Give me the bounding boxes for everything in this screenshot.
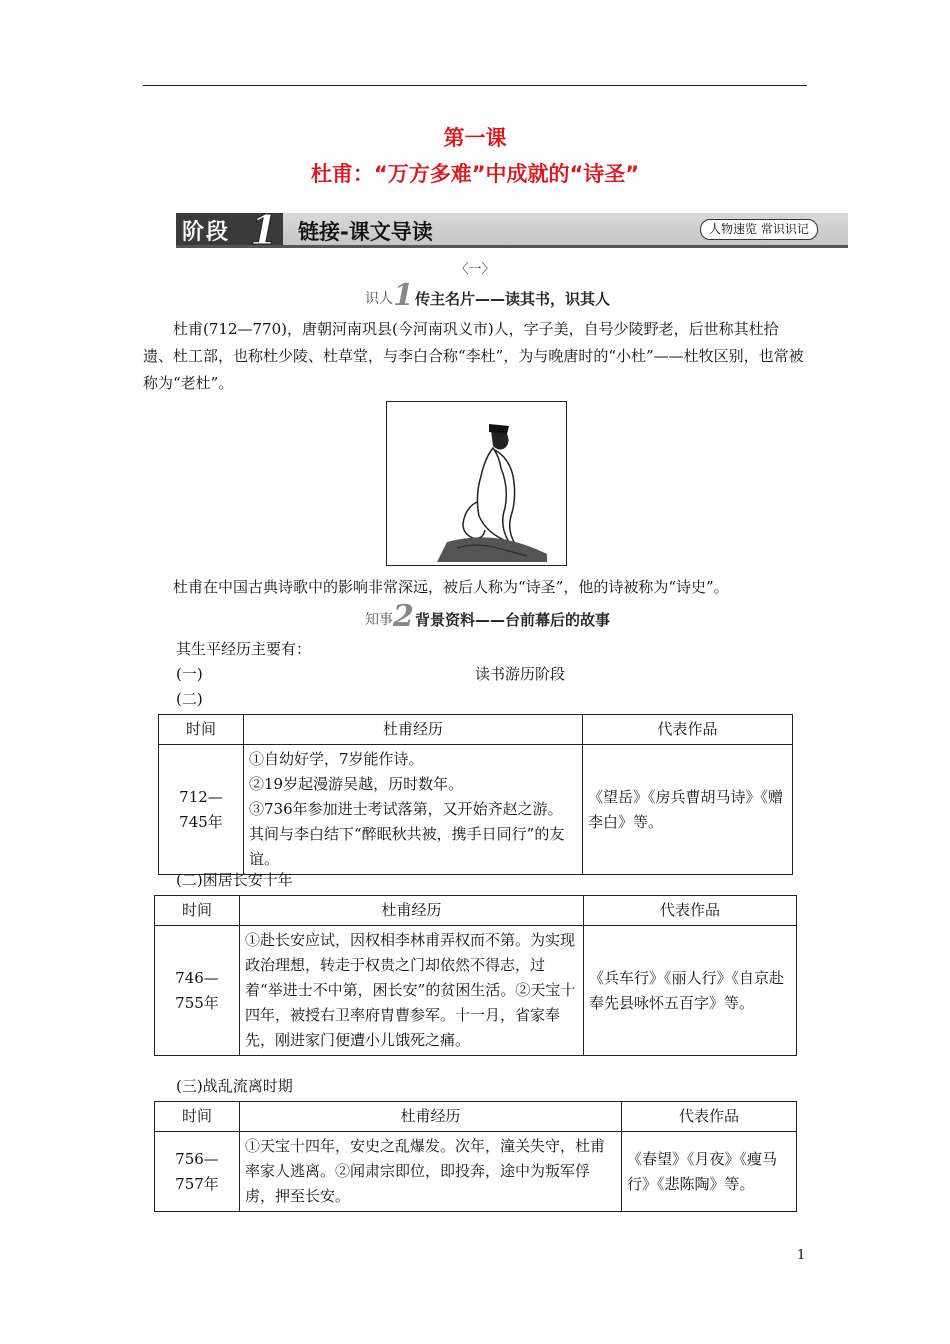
phase-marker: (二) xyxy=(176,690,203,708)
experience-table-1 xyxy=(158,714,793,875)
table-row xyxy=(155,926,797,1056)
table-header-row xyxy=(155,1102,797,1132)
header-time: 时间 xyxy=(155,1102,240,1132)
time-cell: 712— 745年 xyxy=(159,745,244,875)
table-header-row xyxy=(155,896,797,926)
intro-paragraph: 杜甫(712—770)，唐朝河南巩县(今河南巩义市)人，字子美，自号少陵野老，后世称其杜拾遗、杜工部，也称杜少陵、杜草堂，与李白合称“李杜”，为与晚唐时的“小杜”——杜牧区别，也常被称为“老杜”。 xyxy=(143,320,804,392)
experience-table-3 xyxy=(154,1101,797,1212)
experience-table-2 xyxy=(154,895,797,1056)
section-tag: 识人 xyxy=(365,291,393,307)
experience-cell: ①赴长安应试，因权相李林甫弄权而不第。为实现政治理想，转走于权贵之门却依然不得志，过着“举进士不中第，困长安”的贫困生活。②天宝十四年，被授右卫率府胄曹参军。十一月，省家奉先，刚进家门便遭小儿饿死之痛。 xyxy=(240,926,584,1056)
table-row xyxy=(159,745,793,875)
time-cell: 756— 757年 xyxy=(155,1132,240,1212)
header-experience: 杜甫经历 xyxy=(244,715,583,745)
banner-tag: 人物速览 常识识记 xyxy=(700,219,818,240)
stage-banner xyxy=(176,207,848,254)
section-number: 2 xyxy=(393,599,414,634)
header-experience: 杜甫经历 xyxy=(240,896,584,926)
experience-item: ②19岁起漫游吴越，历时数年。 xyxy=(249,775,464,793)
experience-item: ①自幼好学，7岁能作诗。 xyxy=(249,750,424,768)
lesson-title: 第一课 xyxy=(443,126,507,150)
life-intro: 其生平经历主要有： xyxy=(176,640,312,658)
lesson-subtitle: 杜甫：“万方多难”中成就的“诗圣” xyxy=(310,162,640,186)
page-number: 1 xyxy=(797,1248,806,1263)
works-cell: 《望岳》《房兵曹胡马诗》《赠李白》等。 xyxy=(583,745,793,875)
experience-cell xyxy=(244,745,583,875)
time-cell: 746— 755年 xyxy=(155,926,240,1056)
du-fu-portrait xyxy=(386,401,567,566)
phase-title: (三)战乱流离时期 xyxy=(176,1077,293,1095)
section-heading-1 xyxy=(365,278,625,313)
header-works: 代表作品 xyxy=(583,715,793,745)
header-experience: 杜甫经历 xyxy=(240,1102,622,1132)
phase-title: (二)困居长安十年 xyxy=(176,871,293,889)
banner-title: 链接-课文导读 xyxy=(298,220,433,244)
table-header-row xyxy=(159,715,793,745)
works-cell: 《春望》《月夜》《瘦马行》《悲陈陶》等。 xyxy=(622,1132,797,1212)
section-number: 1 xyxy=(393,278,414,313)
phase-marker: (一) xyxy=(176,665,203,683)
phase-name: 读书游历阶段 xyxy=(475,665,566,683)
works-cell: 《兵车行》《丽人行》《自京赴奉先县咏怀五百字》等。 xyxy=(584,926,797,1056)
table-row xyxy=(155,1132,797,1212)
stage-number: 1 xyxy=(250,207,278,254)
header-works: 代表作品 xyxy=(622,1102,797,1132)
section-marker: 〈一〉 xyxy=(455,262,495,277)
header-time: 时间 xyxy=(155,896,240,926)
header-rule xyxy=(143,85,807,86)
stage-label: 阶段 xyxy=(182,220,231,245)
experience-item: ③736年参加进士考试落第，又开始齐赵之游。其间与李白结下“醉眠秋共被，携手日同行”的友谊。 xyxy=(249,800,565,868)
section-heading-2 xyxy=(365,599,625,634)
section-heading-text: 背景资料——台前幕后的故事 xyxy=(415,611,611,629)
section-tag: 知事 xyxy=(365,612,393,628)
header-works: 代表作品 xyxy=(584,896,797,926)
section-heading-text: 传主名片——读其书，识其人 xyxy=(415,290,611,308)
header-time: 时间 xyxy=(159,715,244,745)
experience-cell: ①天宝十四年，安史之乱爆发。次年，潼关失守，杜甫率家人逃离。②闻肃宗即位，即投奔，途中为叛军俘虏，押至长安。 xyxy=(240,1132,622,1212)
portrait-drawing xyxy=(387,402,566,565)
influence-paragraph: 杜甫在中国古典诗歌中的影响非常深远，被后人称为“诗圣”，他的诗被称为“诗史”。 xyxy=(173,578,729,596)
